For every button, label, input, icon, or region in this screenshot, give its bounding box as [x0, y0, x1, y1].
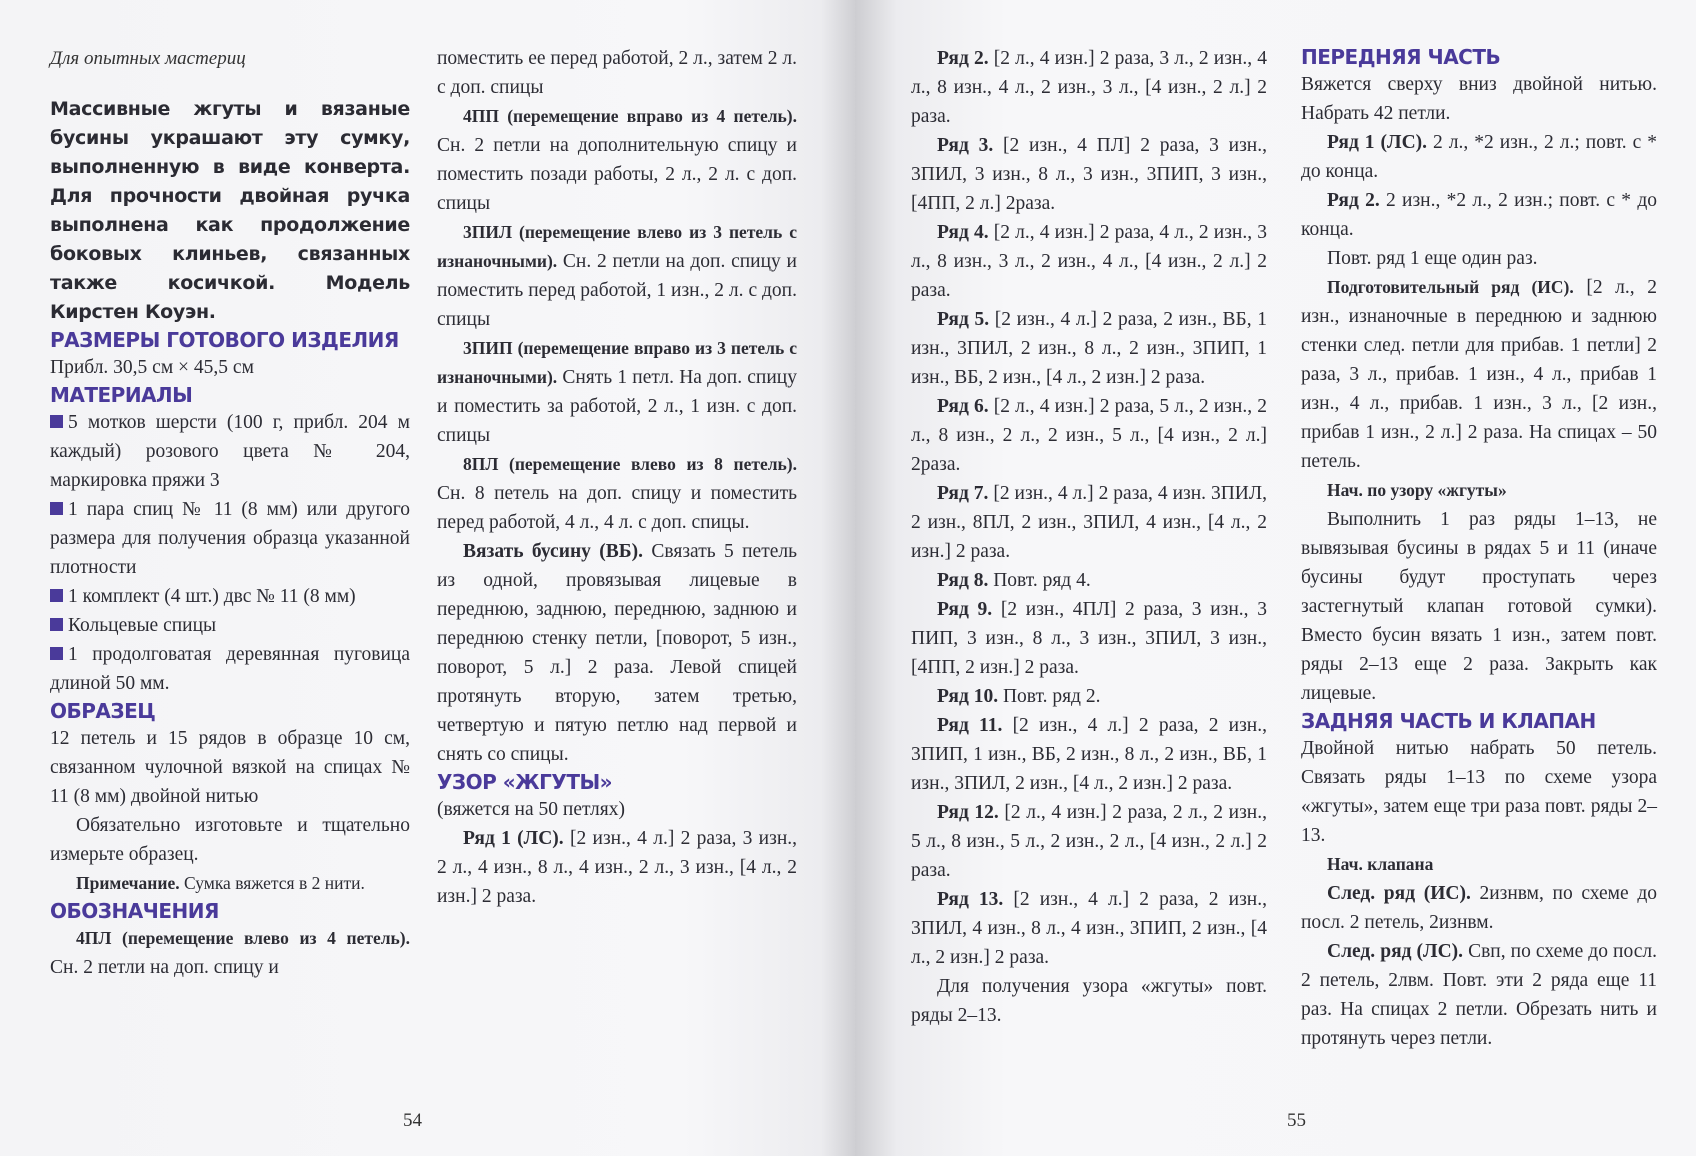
note: Примечание. Сумка вяжется в 2 нити. — [76, 873, 365, 893]
pattern-row: Ряд 5. [2 изн., 4 л.] 2 раза, 2 изн., ВБ, 1 изн., 3ПИЛ, 2 изн., 8 л., 2 изн., 3ПИП, 1 изн., ВБ, 2 изн., [4 л., 2 изн.] 2 раза. — [911, 309, 1267, 388]
flap-row-2: След. ряд (ЛС). Свп, по схеме до посл. 2 петель, 2лвм. Повт. эти 2 ряда еще 11 раз. На спицах 2 петли. Обрезать нить и протянуть через петли. — [1301, 941, 1657, 1049]
pattern-row: Ряд 6. [2 л., 4 изн.] 2 раза, 5 л., 2 изн., 2 л., 8 изн., 2 л., 2 изн., 5 л., [4 изн., 2 л.] 2раза. — [911, 396, 1267, 475]
abbr-8pl: 8ПЛ (перемещение влево из 8 петель). Сн. 8 петель на доп. спицу и поместить перед работой, 4 л., 4 л. с доп. спицы. — [437, 454, 797, 533]
page-number-left: 54 — [403, 1110, 422, 1131]
pattern-row: Ряд 13. [2 изн., 4 л.] 2 раза, 2 изн., 3ПИЛ, 4 изн., 8 л., 4 изн., 3ПИП, 2 изн., [4 л., 2 изн.] 2 раза. — [911, 889, 1267, 968]
pattern-row: Ряд 10. Повт. ряд 2. — [937, 686, 1101, 707]
prep-row: Подготовительный ряд (ИС). [2 л., 2 изн., изнаночные в переднюю и заднюю стенки след. петли для прибав. 1 петли] 2 раза, 3 л., прибав. 1 изн., 4 л., прибав 1 изн., 4 л., прибав. 1 изн., 3 л., [2 изн., прибав 1 изн., 2 л.] 2 раза. На спицах – 50 петель. — [1301, 277, 1657, 472]
abbr-4pl-cont: поместить ее перед работой, 2 л., затем 2 л. с доп. спицы — [437, 48, 797, 98]
pattern-row: Ряд 9. [2 изн., 4ПЛ] 2 раза, 3 изн., 3 ПИП, 3 изн., 8 л., 3 изн., 3ПИЛ, 3 изн., [4ПП, 2 изн.] 2 раза. — [911, 599, 1267, 678]
pattern-row: Ряд 8. Повт. ряд 4. — [937, 570, 1091, 591]
right-column-2 — [1301, 44, 1657, 1053]
abbr-4pl: 4ПЛ (перемещение влево из 4 петель). Сн. 2 петли на доп. спицу и — [50, 928, 410, 978]
front-row-1: Ряд 1 (ЛС). 2 л., *2 изн., 2 л.; повт. с * до конца. — [1301, 132, 1658, 182]
running-head: Для опытных мастериц — [50, 48, 246, 69]
abbr-3pil: 3ПИЛ (перемещение влево из 3 петель с изнаночными). Сн. 2 петли на доп. спицу и поместить перед работой, 1 изн., 2 л. с доп. спицы — [437, 222, 797, 330]
bullet-square-icon — [50, 647, 63, 660]
bullet-square-icon — [50, 415, 63, 428]
materials-item: 1 комплект (4 шт.) двс № 11 (8 мм) — [50, 582, 410, 611]
sizes-heading: РАЗМЕРЫ ГОТОВОГО ИЗДЕЛИЯ — [50, 328, 399, 352]
front-heading: ПЕРЕДНЯЯ ЧАСТЬ — [1301, 45, 1501, 69]
pattern-row: Ряд 12. [2 л., 4 изн.] 2 раза, 2 л., 2 изн., 5 л., 8 изн., 5 л., 2 изн., 2 л., [4 изн., 2 л.] 2 раза. — [911, 802, 1267, 881]
bullet-square-icon — [50, 618, 63, 631]
materials-item: 5 мотков шерсти (100 г, прибл. 204 м каждый) розового цвета № 204, маркировка пряжи 3 — [50, 412, 410, 491]
front-body: Выполнить 1 раз ряды 1–13, не вывязывая бусины в рядах 5 и 11 (иначе бусины будут проступать через застегнутый клапан готовой сумки). Вместо бусин вязать 1 изн., затем повт. ряды 2–13 еще 2 раза. Закрыть как лицевые. — [1301, 509, 1657, 704]
flap-start: Нач. клапана — [1327, 854, 1434, 874]
pattern-row-1: Ряд 1 (ЛС). [2 изн., 4 л.] 2 раза, 3 изн., 2 л., 4 изн., 8 л., 4 изн., 2 л., 3 изн., [4 л., 2 изн.] 2 раза. — [437, 828, 798, 907]
intro-text: Массивные жгуты и вязаные бусины украшают эту сумку, выполненную в виде конверта. Для прочности двойная ручка выполнена как продолжение боковых клиньев, связанных также косичкой. Модель Кирстен Коуэн. — [50, 98, 410, 323]
left-column-2 — [437, 44, 797, 911]
abbr-3pip: 3ПИП (перемещение вправо из 3 петель с изнаночными). Снять 1 петл. На доп. спицу и поместить за работой, 2 л., 1 изн. с доп. спицы — [437, 338, 797, 446]
abbr-heading: ОБОЗНАЧЕНИЯ — [50, 899, 219, 923]
abbr-4pp: 4ПП (перемещение вправо из 4 петель). Сн. 2 петли на дополнительную спицу и поместить позади работы, 2 л., 2 л. с доп. спицы — [437, 106, 797, 214]
back-heading: ЗАДНЯЯ ЧАСТЬ И КЛАПАН — [1301, 709, 1596, 733]
start-pattern: Нач. по узору «жгуты» — [1327, 480, 1507, 500]
gauge-heading: ОБРАЗЕЦ — [50, 699, 156, 723]
back-text: Двойной нитью набрать 50 петель. Связать ряды 1–13 по схеме узора «жгуты», затем еще три раза повт. ряды 2–13. — [1301, 738, 1657, 846]
pattern-row: Ряд 2. [2 л., 4 изн.] 2 раза, 3 л., 2 изн., 4 л., 8 изн., 4 л., 2 изн., 3 л., [4 изн., 2 л.] 2 раза. — [911, 48, 1267, 127]
materials-heading: МАТЕРИАЛЫ — [50, 383, 193, 407]
left-column-1 — [50, 44, 410, 982]
pattern-row: Ряд 11. [2 изн., 4 л.] 2 раза, 2 изн., 3ПИП, 1 изн., ВБ, 2 изн., 8 л., 2 изн., ВБ, 1 изн., 3ПИЛ, 2 изн., [4 л., 2 изн.] 2 раза. — [911, 715, 1267, 794]
page-number-right: 55 — [1287, 1110, 1306, 1131]
pattern-row: Ряд 3. [2 изн., 4 ПЛ] 2 раза, 3 изн., 3ПИЛ, 3 изн., 8 л., 3 изн., 3ПИП, 3 изн., [4ПП, 2 л.] 2раза. — [911, 135, 1267, 214]
pattern-row: Ряд 4. [2 л., 4 изн.] 2 раза, 4 л., 2 изн., 3 л., 8 изн., 3 л., 2 изн., 4 л., [4 изн., 2 л.] 2 раза. — [911, 222, 1267, 301]
bullet-square-icon — [50, 589, 63, 602]
page-right — [855, 0, 1696, 1156]
pattern-row: Ряд 7. [2 изн., 4 л.] 2 раза, 4 изн. 3ПИЛ, 2 изн., 8ПЛ, 2 изн., 3ПИЛ, 4 изн., [4 л., 2 изн.] 2 раза. — [911, 483, 1267, 562]
repeat-note: Для получения узора «жгуты» повт. ряды 2–13. — [911, 976, 1267, 1026]
right-column-1 — [911, 44, 1267, 1030]
bullet-square-icon — [50, 502, 63, 515]
materials-item: Кольцевые спицы — [50, 611, 410, 640]
pattern-heading: УЗОР «ЖГУТЫ» — [437, 770, 613, 794]
front-repeat: Повт. ряд 1 еще один раз. — [1327, 248, 1538, 269]
abbr-vb: Вязать бусину (ВБ). Связать 5 петель из одной, провязывая лицевые в переднюю, заднюю, переднюю, заднюю и переднюю стенку петли, [поворот, 5 изн., поворот, 5 л.] 2 раза. Левой спицей протянуть вторую, затем третью, четвертую и пятую петлю над первой и снять со спицы. — [437, 541, 797, 765]
sizes-text: Прибл. 30,5 см × 45,5 см — [50, 357, 254, 378]
gauge-note: Обязательно изготовьте и тщательно измерьте образец. — [50, 815, 410, 865]
flap-row-1: След. ряд (ИС). 2изнвм, по схеме до посл. 2 петель, 2изнвм. — [1301, 883, 1657, 933]
materials-item: 1 продолговатая деревянная пуговица длиной 50 мм. — [50, 644, 410, 694]
front-intro: Вяжется сверху вниз двойной нитью. Набрать 42 петли. — [1301, 74, 1657, 124]
front-row-2: Ряд 2. 2 изн., *2 л., 2 изн.; повт. с * до конца. — [1301, 190, 1657, 240]
pattern-sub: (вяжется на 50 петлях) — [437, 799, 625, 820]
materials-item: 1 пара спиц № 11 (8 мм) или другого размера для получения образца указанной плотности — [50, 499, 410, 578]
gauge-text: 12 петель и 15 рядов в образце 10 см, связанном чулочной вязкой на спицах № 11 (8 мм) двойной нитью — [50, 728, 410, 807]
